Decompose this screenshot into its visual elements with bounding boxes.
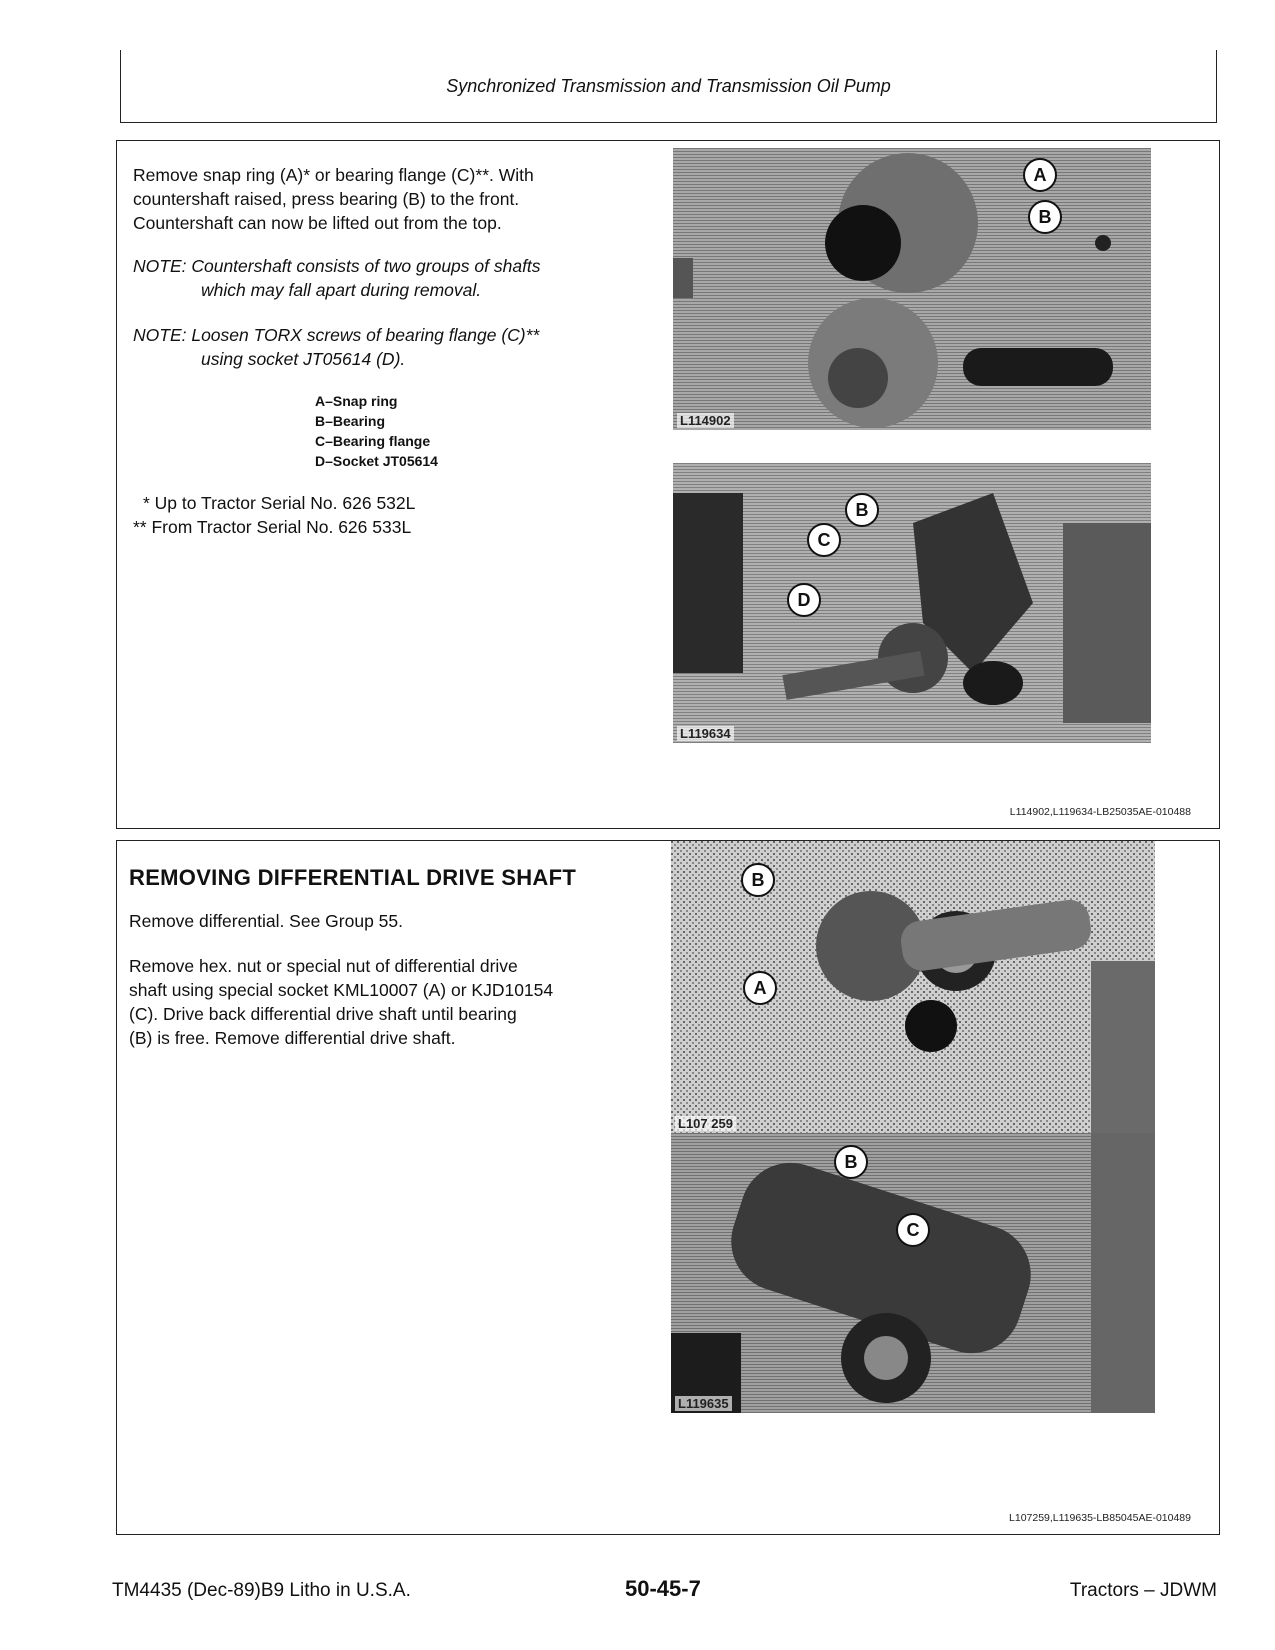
photo-art	[673, 148, 1151, 430]
photo-id: L114902	[677, 413, 734, 428]
callout-b: B	[741, 863, 775, 897]
note-torx-screws: NOTE: Loosen TORX screws of bearing flange (C)** using socket JT05614 (D).	[133, 325, 540, 369]
reference-code: L107259,L119635-LB85045AE-010489	[1009, 1512, 1191, 1524]
callout-b: B	[834, 1145, 868, 1179]
serial-footnotes: * Up to Tractor Serial No. 626 532L ** From Tractor Serial No. 626 533L	[133, 493, 416, 537]
callout-c: C	[896, 1213, 930, 1247]
photo-id: L119634	[677, 726, 734, 741]
note-countershaft: NOTE: Countershaft consists of two groups of shafts which may fall apart during removal.	[133, 256, 541, 300]
section-differential-drive-shaft	[116, 840, 1220, 1535]
photo-bearing-flange-socket	[673, 463, 1151, 743]
legend-item: C–Bearing flange	[315, 433, 431, 449]
callout-a: A	[743, 971, 777, 1005]
footer-page-number: 50-45-7	[625, 1576, 701, 1601]
callout-a: A	[1023, 158, 1057, 192]
header-title: Synchronized Transmission and Transmission Oil Pump	[446, 76, 891, 96]
legend-item: B–Bearing	[315, 413, 386, 429]
parts-legend	[315, 391, 438, 471]
instruction-paragraph: Remove hex. nut or special nut of differential drive shaft using special socket KML10007 (A) or KJD10154 (C). Drive back differential drive shaft until bearing (B) is free. Remove differential drive shaft.	[129, 956, 554, 1048]
photo-art	[671, 1133, 1155, 1413]
instruction-paragraph: Remove snap ring (A)* or bearing flange (C)**. With countershaft raised, press bearing (B) to the front. Countershaft can now be lifted out from the top.	[133, 165, 534, 233]
page-header	[120, 50, 1217, 123]
callout-b: B	[845, 493, 879, 527]
section-countershaft-removal	[116, 140, 1220, 829]
section-heading: REMOVING DIFFERENTIAL DRIVE SHAFT	[129, 865, 577, 890]
photo-id: L119635	[675, 1396, 732, 1411]
instruction-paragraph: Remove differential. See Group 55.	[129, 911, 404, 931]
photo-differential-nut	[671, 841, 1155, 1133]
reference-code: L114902,L119634-LB25035AE-010488	[1009, 806, 1191, 818]
photo-id: L107 259	[675, 1116, 736, 1131]
callout-b: B	[1028, 200, 1062, 234]
legend-item: D–Socket JT05614	[315, 453, 438, 469]
photo-countershaft-bearing	[673, 148, 1151, 430]
legend-item: A–Snap ring	[315, 393, 398, 409]
photo-art	[673, 463, 1151, 743]
callout-d: D	[787, 583, 821, 617]
photo-differential-drive-shaft	[671, 1133, 1155, 1413]
callout-c: C	[807, 523, 841, 557]
footer-manual-title: Tractors – JDWM	[1069, 1580, 1217, 1601]
footer-publication-info: TM4435 (Dec-89)B9 Litho in U.S.A.	[112, 1580, 411, 1601]
